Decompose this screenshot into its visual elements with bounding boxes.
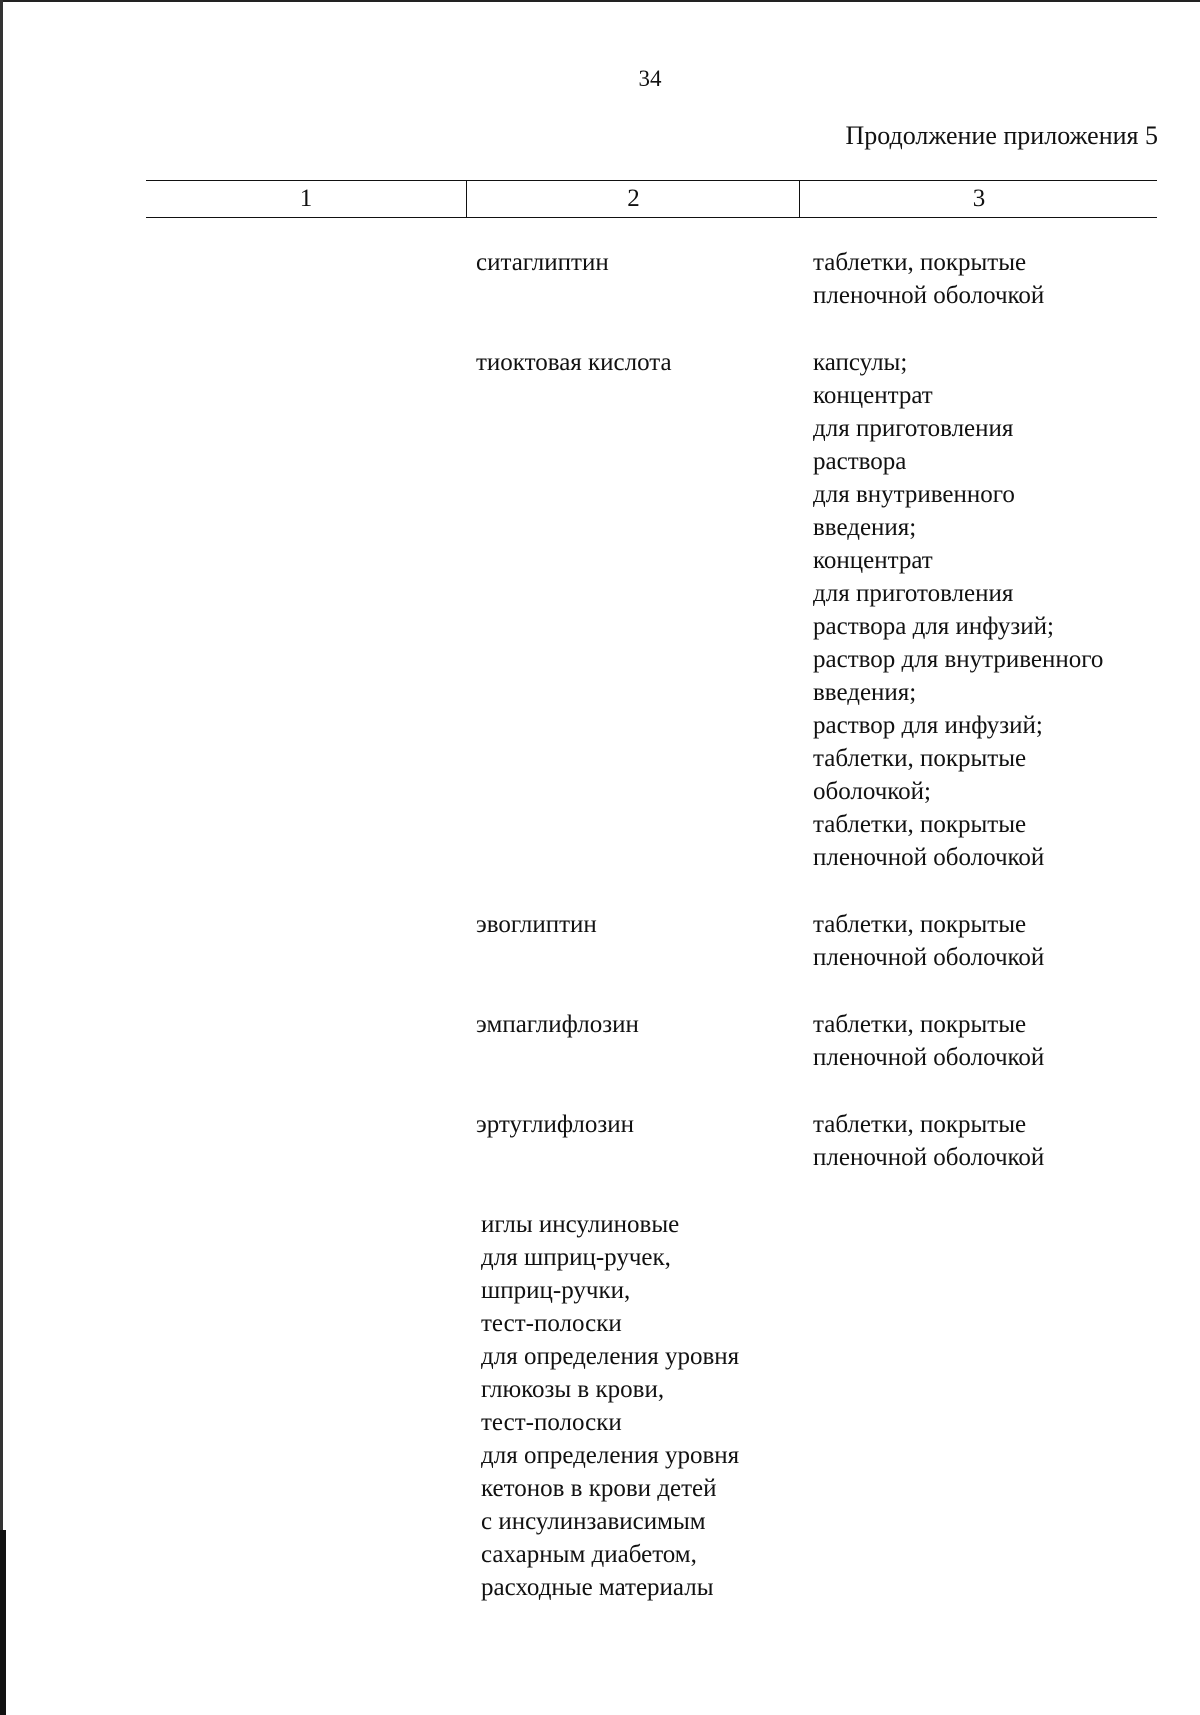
table-header (146, 180, 1157, 218)
continuation-label: Продолжение приложения 5 (845, 121, 1158, 150)
dosage-form: таблетки, покрытые пленочной оболочкой (813, 1011, 1045, 1071)
dosage-form: капсулы; концентрат для приготовления раствора для внутривенного введения; концентрат для приготовления раствора для инфузий; раствор для внутривенного введения; раствор для инфузий; таблетки, покрытые оболочкой; таблетки, покрытые пленочной оболочкой (813, 349, 1104, 871)
drug-name: эртуглифлозин (476, 1111, 635, 1138)
table-row (0, 1008, 1200, 1074)
drug-name: эмпаглифлозин (476, 1011, 639, 1038)
supplies-row (0, 1208, 1200, 1604)
drug-name: ситаглиптин (476, 249, 609, 276)
dosage-form: таблетки, покрытые пленочной оболочкой (813, 249, 1045, 309)
table-row (0, 908, 1200, 974)
table-row (0, 246, 1200, 312)
column-header-1: 1 (299, 185, 313, 212)
drug-name: эвоглиптин (476, 911, 597, 938)
dosage-form: таблетки, покрытые пленочной оболочкой (813, 1111, 1045, 1171)
drug-name: тиоктовая кислота (476, 349, 672, 376)
table-body (0, 246, 1200, 1638)
table-row (0, 346, 1200, 874)
table-row (0, 1108, 1200, 1174)
column-header-3: 3 (799, 181, 1158, 217)
column-header-2: 2 (466, 181, 800, 217)
dosage-form: таблетки, покрытые пленочной оболочкой (813, 911, 1045, 971)
scan-border-top (0, 0, 1200, 2)
supplies-list: иглы инсулиновые для шприц-ручек, шприц-ручки, тест-полоски для определения уровня глюкозы в крови, тест-полоски для определения уровня кетонов в крови детей с инсулинзависимым сахарным диабетом, расходные материалы (481, 1211, 740, 1601)
page-number: 34 (638, 66, 662, 91)
